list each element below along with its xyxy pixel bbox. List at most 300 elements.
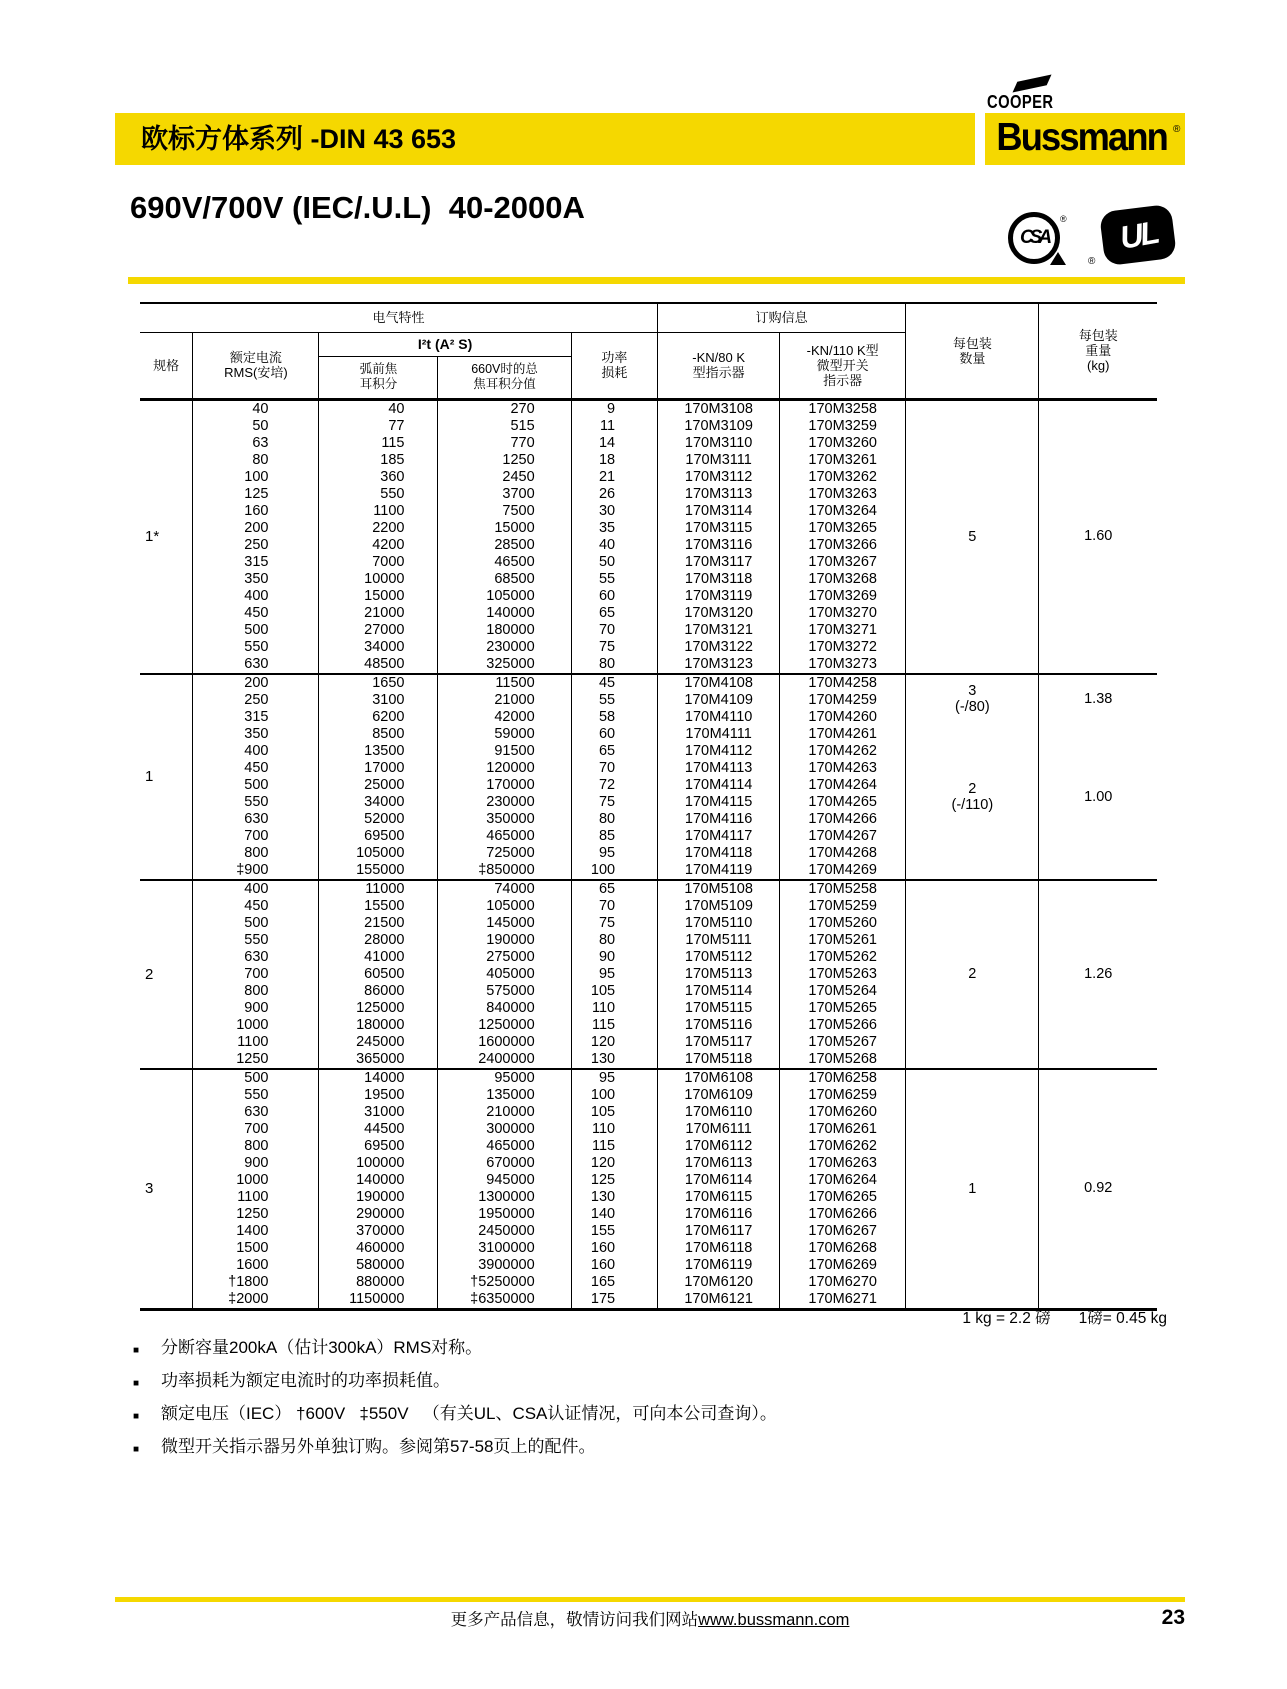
cell-total-i2t: 210000 [438,1104,571,1121]
cell-kn110-part: 170M6260 [780,1104,906,1121]
cell-total-i2t: 270 [438,399,571,418]
cell-kn80-part: 170M3123 [658,656,780,674]
cell-power-loss: 26 [571,486,657,503]
cell-total-i2t: 46500 [438,554,571,571]
cell-total-i2t: 120000 [438,760,571,777]
cell-rated-current: 125 [193,486,319,503]
cell-prearc-i2t: 34000 [319,794,438,811]
cell-kn80-part: 170M6116 [658,1206,780,1223]
cell-rated-current: 350 [193,726,319,743]
cell-prearc-i2t: 100000 [319,1155,438,1172]
registered-mark: ® [1173,124,1181,135]
cell-kn80-part: 170M3112 [658,469,780,486]
cell-power-loss: 110 [571,1121,657,1138]
cell-power-loss: 70 [571,760,657,777]
cell-rated-current: 250 [193,537,319,554]
cell-prearc-i2t: 290000 [319,1206,438,1223]
footer-yellow-rule [115,1597,1185,1602]
cell-rated-current: 400 [193,588,319,605]
cell-kn80-part: 170M3114 [658,503,780,520]
cell-total-i2t: 465000 [438,828,571,845]
cell-prearc-i2t: 10000 [319,571,438,588]
cell-power-loss: 70 [571,898,657,915]
cell-rated-current: 1100 [193,1189,319,1206]
ul-mark-icon: UL [1099,204,1177,266]
table-row [140,674,1157,692]
cell-prearc-i2t: 2200 [319,520,438,537]
cell-power-loss: 60 [571,726,657,743]
header-kn80-indicator: -KN/80 K 型指示器 [658,332,780,399]
cell-kn80-part: 170M5118 [658,1051,780,1069]
cell-prearc-i2t: 28000 [319,932,438,949]
cell-rated-current: †1800 [193,1274,319,1291]
cell-kn110-part: 170M3265 [780,520,906,537]
cell-kn110-part: 170M5263 [780,966,906,983]
cell-prearc-i2t: 7000 [319,554,438,571]
cell-rated-current: 1250 [193,1051,319,1069]
cell-total-i2t: 945000 [438,1172,571,1189]
cell-total-i2t: 300000 [438,1121,571,1138]
cell-power-loss: 105 [571,983,657,1000]
cell-pack-weight: 0.92 [1039,1069,1157,1308]
cell-prearc-i2t: 125000 [319,1000,438,1017]
series-banner [115,113,975,165]
cell-kn80-part: 170M4112 [658,743,780,760]
cell-power-loss: 72 [571,777,657,794]
cell-rated-current: 630 [193,656,319,674]
cell-prearc-i2t: 8500 [319,726,438,743]
cell-prearc-i2t: 370000 [319,1223,438,1240]
cell-total-i2t: 7500 [438,503,571,520]
cell-power-loss: 40 [571,537,657,554]
cell-rated-current: 550 [193,639,319,656]
table-row [140,399,1157,418]
cell-power-loss: 11 [571,418,657,435]
cell-kn80-part: 170M4117 [658,828,780,845]
cell-rated-current: 80 [193,452,319,469]
cell-kn80-part: 170M5109 [658,898,780,915]
cell-kn80-part: 170M3116 [658,537,780,554]
cell-kn80-part: 170M6112 [658,1138,780,1155]
cell-power-loss: 115 [571,1017,657,1034]
footnote: ■ 分断容量200kA（估计300kA）RMS对称。 [133,1337,1073,1358]
cell-kn80-part: 170M5110 [658,915,780,932]
cell-kn80-part: 170M4115 [658,794,780,811]
cell-kn80-part: 170M5115 [658,1000,780,1017]
cell-kn80-part: 170M4110 [658,709,780,726]
cell-prearc-i2t: 550 [319,486,438,503]
cell-kn110-part: 170M4264 [780,777,906,794]
cell-power-loss: 95 [571,966,657,983]
cell-power-loss: 95 [571,1069,657,1087]
cell-kn110-part: 170M5260 [780,915,906,932]
cell-kn80-part: 170M3118 [658,571,780,588]
cell-rated-current: 800 [193,1138,319,1155]
cell-total-i2t: 575000 [438,983,571,1000]
cell-power-loss: 100 [571,1087,657,1104]
cell-kn110-part: 170M5262 [780,949,906,966]
cell-total-i2t: 670000 [438,1155,571,1172]
header-total-i2t: 660V时的总 焦耳积分值 [438,356,571,399]
cell-power-loss: 90 [571,949,657,966]
cell-kn80-part: 170M3113 [658,486,780,503]
cell-kn110-part: 170M5258 [780,880,906,898]
cell-prearc-i2t: 155000 [319,862,438,880]
cell-kn80-part: 170M5116 [658,1017,780,1034]
cell-total-i2t: 3900000 [438,1257,571,1274]
cell-rated-current: 315 [193,554,319,571]
cell-total-i2t: 230000 [438,639,571,656]
spec-table [140,304,1157,1308]
cell-kn110-part: 170M3261 [780,452,906,469]
cell-power-loss: 65 [571,605,657,622]
cell-rated-current: 1100 [193,1034,319,1051]
header-prearc-i2t: 弧前焦 耳积分 [319,356,438,399]
header-electrical: 电气特性 [140,304,658,332]
cell-kn110-part: 170M6265 [780,1189,906,1206]
cell-total-i2t: 770 [438,435,571,452]
cell-total-i2t: 145000 [438,915,571,932]
cell-total-i2t: 140000 [438,605,571,622]
cell-power-loss: 9 [571,399,657,418]
cell-total-i2t: 1950000 [438,1206,571,1223]
cell-kn80-part: 170M3117 [658,554,780,571]
cell-prearc-i2t: 44500 [319,1121,438,1138]
cell-power-loss: 65 [571,880,657,898]
cell-kn110-part: 170M5265 [780,1000,906,1017]
cell-kn110-part: 170M6271 [780,1291,906,1308]
cell-kn110-part: 170M6263 [780,1155,906,1172]
cell-power-loss: 130 [571,1189,657,1206]
cell-prearc-i2t: 105000 [319,845,438,862]
cell-total-i2t: 515 [438,418,571,435]
cell-kn110-part: 170M5261 [780,932,906,949]
cell-kn110-part: 170M6264 [780,1172,906,1189]
cell-kn110-part: 170M3264 [780,503,906,520]
cell-kn110-part: 170M3271 [780,622,906,639]
cell-power-loss: 80 [571,932,657,949]
cell-prearc-i2t: 86000 [319,983,438,1000]
cell-kn110-part: 170M3259 [780,418,906,435]
cell-kn110-part: 170M3258 [780,399,906,418]
cell-kn110-part: 170M4260 [780,709,906,726]
cell-kn110-part: 170M4258 [780,674,906,692]
cell-power-loss: 110 [571,1000,657,1017]
header-rated-current: 额定电流 RMS(安培) [193,332,319,399]
cell-kn110-part: 170M6266 [780,1206,906,1223]
cell-power-loss: 160 [571,1257,657,1274]
cell-total-i2t: 350000 [438,811,571,828]
header-spec: 规格 [140,332,193,399]
cell-power-loss: 45 [571,674,657,692]
header-power-loss: 功率 损耗 [571,332,657,399]
cell-power-loss: 18 [571,452,657,469]
cell-prearc-i2t: 14000 [319,1069,438,1087]
cell-prearc-i2t: 21000 [319,605,438,622]
cell-power-loss: 130 [571,1051,657,1069]
cell-rated-current: 550 [193,932,319,949]
cell-rated-current: 700 [193,966,319,983]
cell-kn110-part: 170M3270 [780,605,906,622]
cell-total-i2t: 275000 [438,949,571,966]
cell-kn110-part: 170M6262 [780,1138,906,1155]
cell-kn110-part: 170M3260 [780,435,906,452]
cell-power-loss: 85 [571,828,657,845]
table-header [140,304,1157,399]
cell-kn110-part: 170M6270 [780,1274,906,1291]
cell-power-loss: 120 [571,1034,657,1051]
cell-rated-current: 900 [193,1000,319,1017]
cell-power-loss: 175 [571,1291,657,1308]
cell-pack-weight: 1.60 [1039,399,1157,674]
cell-kn80-part: 170M5117 [658,1034,780,1051]
cell-rated-current: 40 [193,399,319,418]
cell-prearc-i2t: 60500 [319,966,438,983]
csa-registered-mark: ® [1060,214,1067,224]
bussmann-logo-text: Bussmann [996,116,1167,159]
cell-power-loss: 155 [571,1223,657,1240]
cell-kn80-part: 170M6118 [658,1240,780,1257]
cell-kn80-part: 170M6121 [658,1291,780,1308]
cell-prearc-i2t: 21500 [319,915,438,932]
cell-power-loss: 105 [571,1104,657,1121]
cell-kn80-part: 170M6110 [658,1104,780,1121]
cell-kn80-part: 170M6120 [658,1274,780,1291]
cell-rated-current: 500 [193,622,319,639]
cell-rated-current: ‡2000 [193,1291,319,1308]
cell-rated-current: 1000 [193,1172,319,1189]
cell-spec: 1 [140,674,193,880]
csa-logo [1008,212,1078,270]
cell-kn80-part: 170M4116 [658,811,780,828]
cell-pack-qty: 1 [906,1069,1039,1308]
table-row [140,1069,1157,1087]
yellow-divider-rule [128,277,1185,284]
cell-rated-current: 630 [193,949,319,966]
cell-prearc-i2t: 3100 [319,692,438,709]
website-link[interactable]: www.bussmann.com [698,1611,850,1629]
cell-kn80-part: 170M5111 [658,932,780,949]
cell-kn80-part: 170M4118 [658,845,780,862]
cell-prearc-i2t: 15000 [319,588,438,605]
cell-power-loss: 75 [571,639,657,656]
cell-kn80-part: 170M3108 [658,399,780,418]
cell-rated-current: 400 [193,743,319,760]
cell-rated-current: 700 [193,1121,319,1138]
cooper-logo-text: COOPER [987,92,1054,112]
cell-prearc-i2t: 6200 [319,709,438,726]
cell-pack-weight: 1.26 [1039,880,1157,1069]
cell-prearc-i2t: 69500 [319,828,438,845]
cell-prearc-i2t: 77 [319,418,438,435]
cell-power-loss: 60 [571,588,657,605]
cell-prearc-i2t: 180000 [319,1017,438,1034]
cell-total-i2t: 725000 [438,845,571,862]
cell-rated-current: 350 [193,571,319,588]
cell-total-i2t: ‡6350000 [438,1291,571,1308]
cell-total-i2t: 68500 [438,571,571,588]
cell-kn110-part: 170M6267 [780,1223,906,1240]
cell-prearc-i2t: 4200 [319,537,438,554]
cell-kn80-part: 170M4119 [658,862,780,880]
cell-kn110-part: 170M4265 [780,794,906,811]
cell-rated-current: 800 [193,983,319,1000]
cell-total-i2t: 135000 [438,1087,571,1104]
cell-power-loss: 140 [571,1206,657,1223]
cell-total-i2t: ‡850000 [438,862,571,880]
cell-kn110-part: 170M4268 [780,845,906,862]
cell-kn80-part: 170M3109 [658,418,780,435]
cell-total-i2t: 21000 [438,692,571,709]
cell-rated-current: 700 [193,828,319,845]
cell-kn110-part: 170M6258 [780,1069,906,1087]
page-title: 690V/700V (IEC/.U.L) 40-2000A [130,190,585,225]
cell-total-i2t: 59000 [438,726,571,743]
cell-prearc-i2t: 140000 [319,1172,438,1189]
cell-power-loss: 120 [571,1155,657,1172]
cell-prearc-i2t: 1650 [319,674,438,692]
ul-logo [1088,208,1178,270]
cell-kn110-part: 170M3273 [780,656,906,674]
cell-kn80-part: 170M3115 [658,520,780,537]
header-kn110-indicator: -KN/110 K型 微型开关 指示器 [780,332,906,399]
cell-rated-current: 450 [193,605,319,622]
cell-power-loss: 160 [571,1240,657,1257]
cell-rated-current: 1600 [193,1257,319,1274]
cell-power-loss: 50 [571,554,657,571]
cell-kn80-part: 170M3111 [658,452,780,469]
cell-kn80-part: 170M5113 [658,966,780,983]
cell-prearc-i2t: 190000 [319,1189,438,1206]
cell-prearc-i2t: 185 [319,452,438,469]
cell-kn80-part: 170M6108 [658,1069,780,1087]
cell-prearc-i2t: 48500 [319,656,438,674]
cell-power-loss: 75 [571,794,657,811]
cell-rated-current: 450 [193,760,319,777]
cell-prearc-i2t: 880000 [319,1274,438,1291]
cell-rated-current: 1500 [193,1240,319,1257]
cell-kn110-part: 170M4263 [780,760,906,777]
cell-kn110-part: 170M3268 [780,571,906,588]
spec-table-wrap [140,302,1157,1311]
cell-pack-weight: 1.38 1.00 [1039,674,1157,880]
cell-kn80-part: 170M4111 [658,726,780,743]
cell-spec: 1* [140,399,193,674]
cell-rated-current: 50 [193,418,319,435]
cell-prearc-i2t: 1150000 [319,1291,438,1308]
cell-prearc-i2t: 31000 [319,1104,438,1121]
cell-rated-current: 900 [193,1155,319,1172]
cell-rated-current: 630 [193,811,319,828]
cell-kn80-part: 170M5114 [658,983,780,1000]
cell-total-i2t: 1300000 [438,1189,571,1206]
cell-total-i2t: 91500 [438,743,571,760]
series-banner-title: 欧标方体系列 -DIN 43 653 [141,124,457,154]
cell-rated-current: 1250 [193,1206,319,1223]
ul-registered-mark: ® [1088,256,1096,267]
cell-kn80-part: 170M6119 [658,1257,780,1274]
cell-kn110-part: 170M3267 [780,554,906,571]
cell-total-i2t: 2450000 [438,1223,571,1240]
cell-total-i2t: 11500 [438,674,571,692]
cell-total-i2t: 180000 [438,622,571,639]
cell-total-i2t: 1600000 [438,1034,571,1051]
cell-prearc-i2t: 34000 [319,639,438,656]
cell-prearc-i2t: 69500 [319,1138,438,1155]
cell-kn110-part: 170M4267 [780,828,906,845]
cell-prearc-i2t: 41000 [319,949,438,966]
cell-kn110-part: 170M5268 [780,1051,906,1069]
cell-kn110-part: 170M5264 [780,983,906,1000]
cell-power-loss: 30 [571,503,657,520]
cell-prearc-i2t: 15500 [319,898,438,915]
cell-spec: 2 [140,880,193,1069]
cell-kn80-part: 170M5108 [658,880,780,898]
cell-prearc-i2t: 460000 [319,1240,438,1257]
cooper-logo [987,80,1187,113]
cell-total-i2t: 105000 [438,588,571,605]
cell-kn80-part: 170M6114 [658,1172,780,1189]
cell-rated-current: 1400 [193,1223,319,1240]
cell-rated-current: 800 [193,845,319,862]
cell-prearc-i2t: 25000 [319,777,438,794]
cell-pack-qty: 2 [906,880,1039,1069]
cell-pack-qty: 5 [906,399,1039,674]
cell-power-loss: 65 [571,743,657,760]
cell-rated-current: 315 [193,709,319,726]
spec-group-1* [140,399,1157,674]
cell-total-i2t: 190000 [438,932,571,949]
cell-power-loss: 55 [571,692,657,709]
cell-prearc-i2t: 115 [319,435,438,452]
cell-prearc-i2t: 245000 [319,1034,438,1051]
cell-total-i2t: 325000 [438,656,571,674]
cell-power-loss: 125 [571,1172,657,1189]
spec-group-3 [140,1069,1157,1308]
cell-rated-current: 550 [193,794,319,811]
cell-power-loss: 58 [571,709,657,726]
cell-kn80-part: 170M3120 [658,605,780,622]
cell-rated-current: 63 [193,435,319,452]
cell-kn110-part: 170M4262 [780,743,906,760]
cell-prearc-i2t: 40 [319,399,438,418]
cell-total-i2t: 1250000 [438,1017,571,1034]
cell-kn80-part: 170M5112 [658,949,780,966]
cell-power-loss: 35 [571,520,657,537]
footnote: ■ 额定电压（IEC） †600V ‡550V （有关UL、CSA认证情况，可向本公司查询）。 [133,1403,1073,1424]
cell-kn110-part: 170M4269 [780,862,906,880]
footnote: ■ 功率损耗为额定电流时的功率损耗值。 [133,1370,1073,1391]
cell-total-i2t: 230000 [438,794,571,811]
cell-kn110-part: 170M6268 [780,1240,906,1257]
csa-monogram: CSA [1008,212,1060,264]
footnotes-list [133,1337,1073,1469]
cell-total-i2t: 465000 [438,1138,571,1155]
cell-rated-current: 250 [193,692,319,709]
cell-kn110-part: 170M6259 [780,1087,906,1104]
cell-kn80-part: 170M4109 [658,692,780,709]
cell-kn80-part: 170M6115 [658,1189,780,1206]
cell-total-i2t: 3700 [438,486,571,503]
footer-text: 更多产品信息，敬情访问我们网站www.bussmann.com [450,1611,850,1629]
cooper-flag-icon [1012,75,1051,93]
cell-total-i2t: 74000 [438,880,571,898]
cell-prearc-i2t: 17000 [319,760,438,777]
cell-kn80-part: 170M4114 [658,777,780,794]
cell-kn110-part: 170M4266 [780,811,906,828]
cell-prearc-i2t: 19500 [319,1087,438,1104]
cell-total-i2t: 3100000 [438,1240,571,1257]
